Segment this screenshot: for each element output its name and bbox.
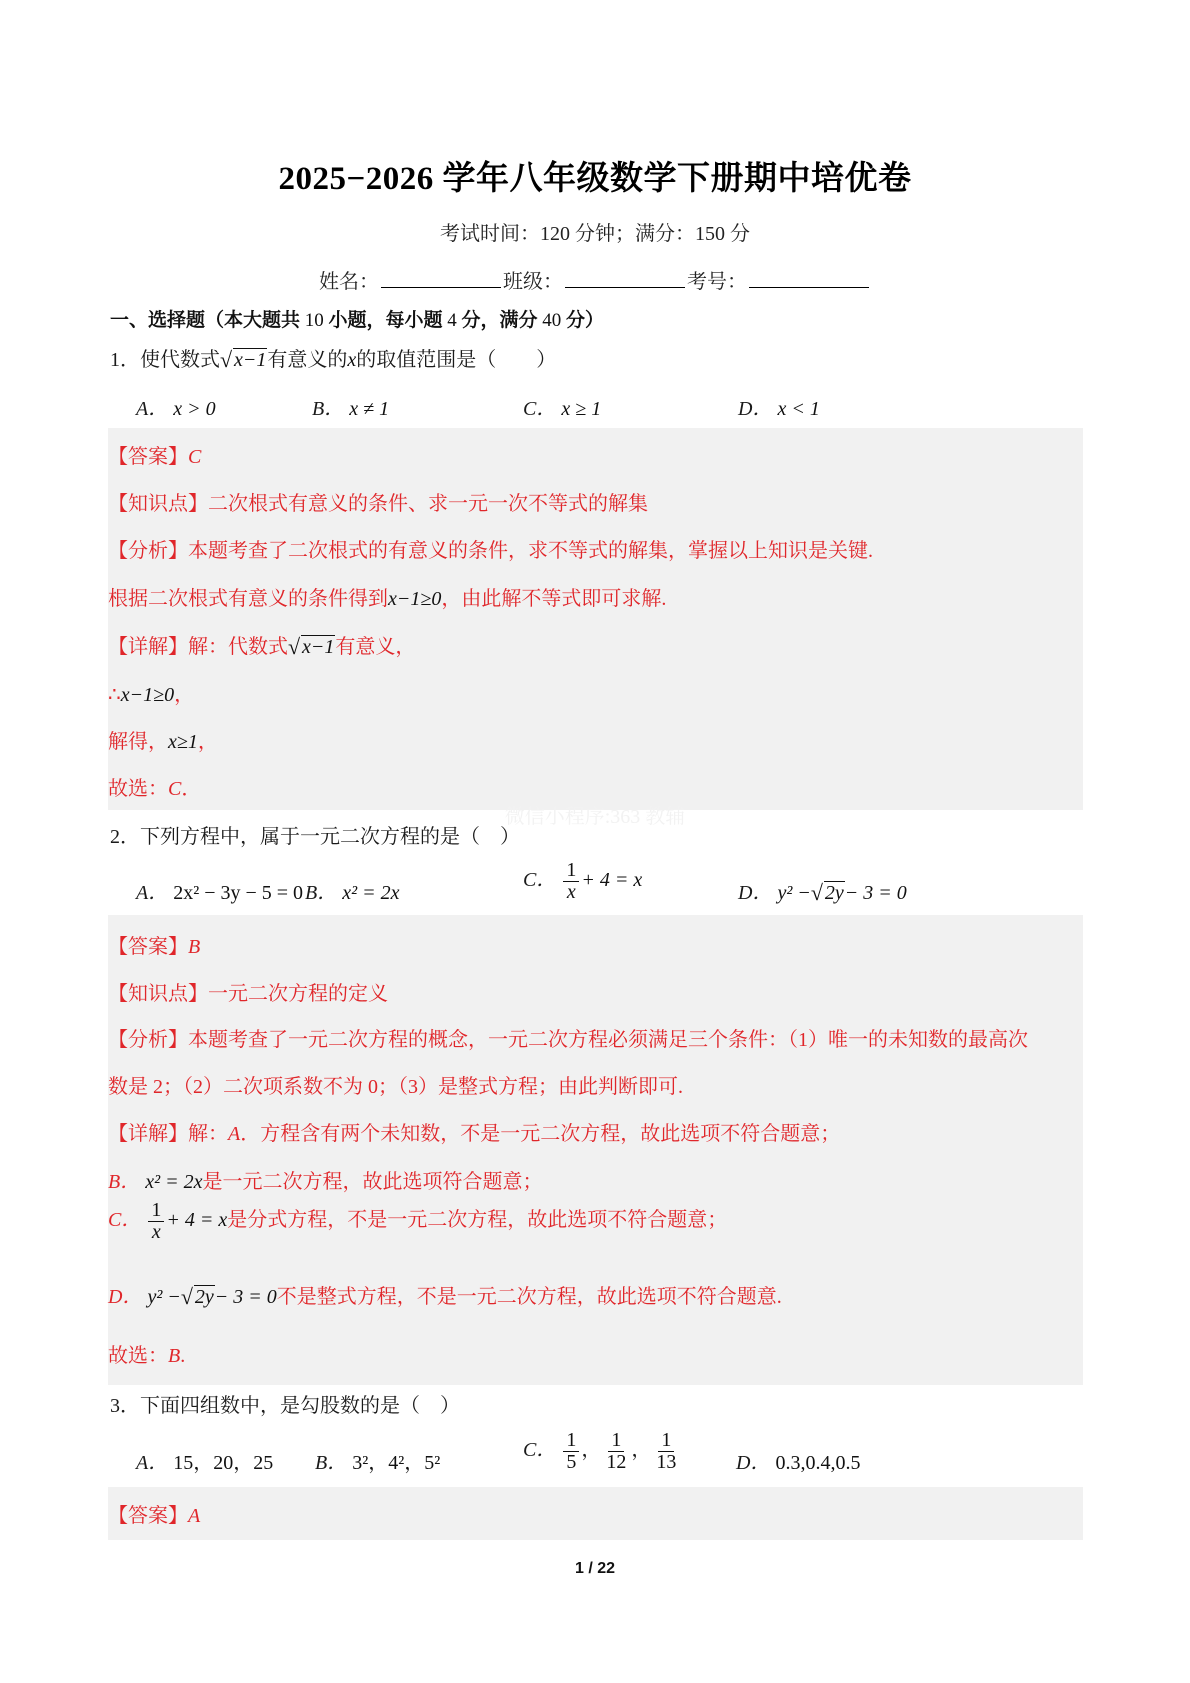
class-label: 班级：: [503, 271, 563, 293]
answer-value: C: [188, 446, 202, 468]
q2-answer: 【答案】B: [108, 936, 201, 958]
sqrt-expression: √ x−1: [220, 348, 267, 372]
exam-number-label: 考号：: [687, 271, 747, 293]
class-blank[interactable]: [565, 267, 685, 288]
question-3-option-b[interactable]: B． 3²，4²，5²: [315, 1452, 441, 1474]
q2-detail-c: C． $\frac{1}{x}$ + 4 = x是分式方程，不是一元二次方程，故此选项不符合题意；: [108, 1199, 728, 1243]
q2-detail-d: D． y² − √ 2y− 3 = 0不是整式方程，不是一元二次方程，故此选项不符合题意.: [108, 1280, 782, 1309]
q1-step-2: 解得，x≥1，: [108, 731, 218, 753]
q2-choose: 故选：B.: [108, 1345, 186, 1367]
q2-analysis-continued: 数是 2；（2）二次项系数不为 0；（3）是整式方程；由此判断即可.: [108, 1076, 683, 1098]
document-title: 2025−2026 学年八年级数学下册期中培优卷: [278, 161, 912, 197]
question-2-option-b[interactable]: B． x² = 2x: [305, 882, 400, 904]
q1-step-1: ∴x−1≥0，: [108, 684, 195, 706]
question-1-option-d[interactable]: D． x < 1: [738, 398, 820, 420]
question-2-stem: 2．下列方程中，属于一元二次方程的是（ ）: [110, 826, 520, 848]
answer-value: B: [188, 936, 201, 958]
question-3-solution-panel: [108, 1487, 1083, 1540]
q1-knowledge-point: 【知识点】二次根式有意义的条件、求一元一次不等式的解集: [108, 493, 648, 515]
exam-info: 考试时间：120 分钟；满分：150 分: [440, 223, 750, 245]
question-3-option-a[interactable]: A． 15，20，25: [136, 1452, 274, 1474]
page-number: 1 / 22: [574, 1560, 616, 1577]
q1-detail: 【详解】解：代数式 √ x−1有意义，: [108, 630, 415, 659]
question-3-stem: 3．下面四组数中，是勾股数的是（ ）: [110, 1395, 460, 1417]
question-3-option-d[interactable]: D． 0.3,0.4,0.5: [736, 1452, 861, 1474]
question-1-option-c[interactable]: C． x ≥ 1: [523, 398, 602, 420]
question-1-option-b[interactable]: B． x ≠ 1: [312, 398, 390, 420]
q1-answer: 【答案】C: [108, 446, 202, 468]
q2-detail-b: B． x² = 2x是一元二次方程，故此选项符合题意；: [108, 1171, 543, 1193]
name-label: 姓名：: [319, 271, 379, 293]
q1-analysis-continued: 根据二次根式有意义的条件得到x−1≥0，由此解不等式即可求解.: [108, 588, 667, 610]
question-1-stem: 1．使代数式 √ x−1有意义的x的取值范围是（ ）: [110, 343, 556, 372]
question-2-option-d[interactable]: D． y² − √ 2y− 3 = 0: [738, 876, 907, 905]
q2-detail: 【详解】解：A．方程含有两个未知数，不是一元二次方程，故此选项不符合题意；: [108, 1123, 841, 1145]
question-3-option-c[interactable]: C． $\frac{1}{5}$ ， $\frac{1}{12}$ ， $\frac{1}{13}$: [523, 1429, 677, 1473]
q3-answer: 【答案】A: [108, 1505, 201, 1527]
sqrt-expression: √ x−1: [288, 635, 335, 659]
name-blank[interactable]: [381, 267, 501, 288]
q2-analysis: 【分析】本题考查了一元二次方程的概念，一元二次方程必须满足三个条件：（1）唯一的未知数的最高次: [108, 1029, 1028, 1051]
exam-number-blank[interactable]: [749, 267, 869, 288]
watermark: 微信小程序:363 教辅: [504, 806, 686, 828]
answer-value: A: [188, 1505, 201, 1527]
q2-knowledge-point: 【知识点】一元二次方程的定义: [108, 983, 388, 1005]
q1-analysis: 【分析】本题考查了二次根式的有意义的条件，求不等式的解集，掌握以上知识是关键.: [108, 540, 873, 562]
question-1-option-a[interactable]: A． x > 0: [136, 398, 216, 420]
section-heading: 一、选择题（本大题共 10 小题，每小题 4 分，满分 40 分）: [110, 310, 605, 331]
question-2-option-c[interactable]: C． $\frac{1}{x}$ + 4 = x: [523, 859, 643, 903]
question-1-solution-panel: [108, 428, 1083, 810]
q1-choose: 故选：C．: [108, 778, 202, 800]
question-2-option-a[interactable]: A． 2x² − 3y − 5 = 0: [136, 882, 304, 904]
student-info-line: [0, 265, 1190, 294]
